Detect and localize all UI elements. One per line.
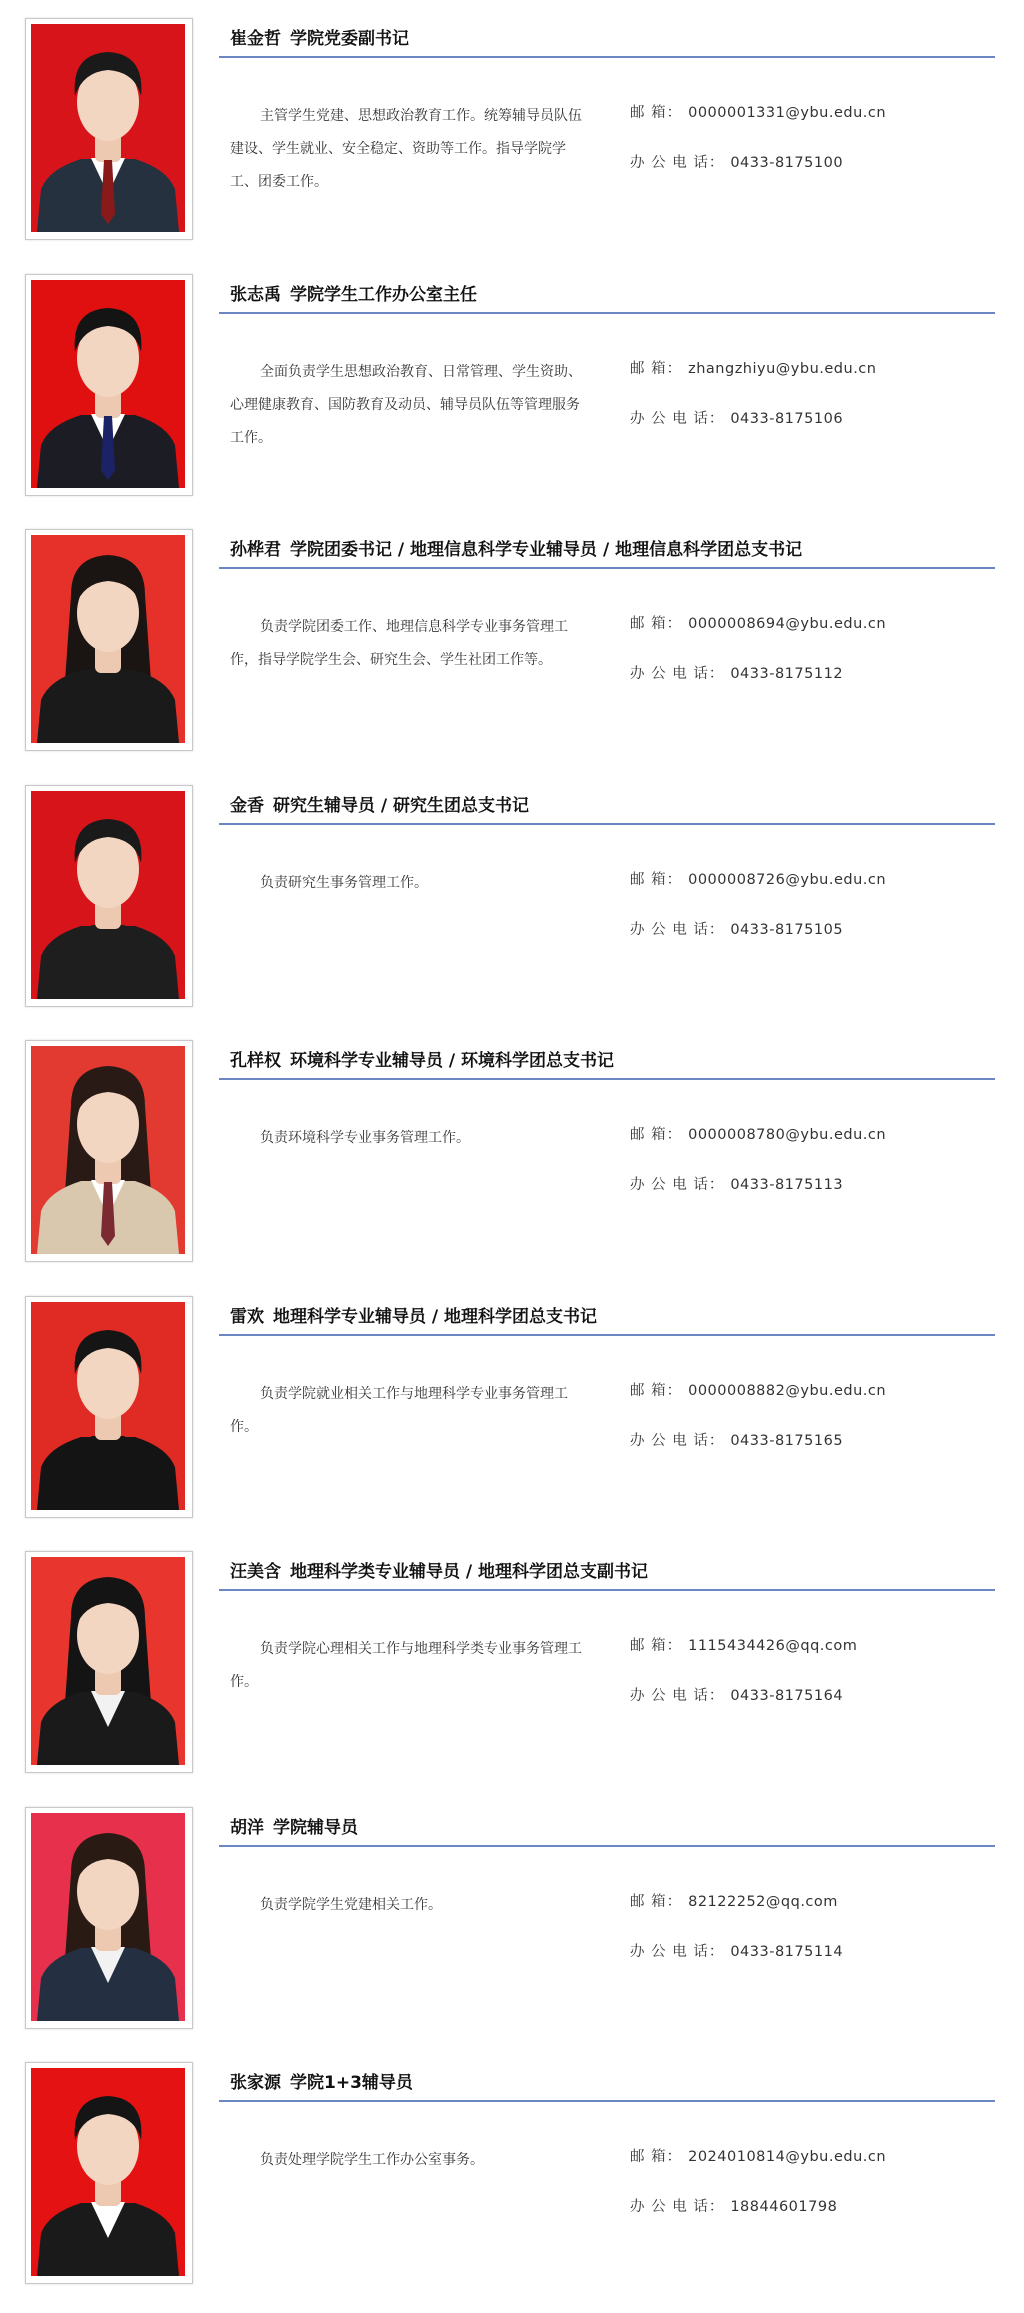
staff-name: 汪美含: [230, 1562, 281, 1582]
email-value[interactable]: 0000008726@ybu.edu.cn: [688, 871, 887, 888]
email-value[interactable]: zhangzhiyu@ybu.edu.cn: [688, 360, 877, 377]
email-value[interactable]: 1115434426@qq.com: [688, 1638, 858, 1654]
portrait-photo: [31, 1557, 185, 1765]
staff-title: [230, 1046, 614, 1071]
staff-phone: [630, 1684, 843, 1705]
staff-name: 崔金哲: [230, 29, 281, 49]
email-label: 邮 箱：: [630, 616, 683, 632]
portrait-illustration: [31, 1813, 185, 2021]
portrait-illustration: [31, 1046, 185, 1254]
staff-name: 张志禹: [230, 284, 281, 305]
portrait-frame: [25, 1040, 193, 1262]
phone-value[interactable]: 18844601798: [730, 2199, 838, 2215]
phone-value[interactable]: 0433-8175114: [730, 1943, 844, 1960]
staff-duties: 负责环境科学专业事务管理工作。: [260, 1130, 470, 1146]
portrait-photo: [31, 2068, 185, 2276]
portrait-illustration: [31, 1302, 185, 1510]
staff-email: [630, 612, 886, 633]
portrait-frame: [25, 785, 193, 1007]
portrait-photo: [31, 535, 185, 743]
title-divider: [219, 312, 995, 314]
staff-email: [630, 101, 886, 122]
title-divider: [219, 823, 995, 825]
staff-phone: [630, 1173, 843, 1194]
portrait-illustration: [31, 2068, 185, 2276]
staff-phone: [630, 1429, 843, 1450]
staff-card: [0, 14, 1024, 269]
portrait-photo: [31, 280, 185, 488]
staff-duties: 负责研究生事务管理工作。: [260, 874, 428, 891]
email-label: 邮 箱：: [630, 105, 683, 121]
title-divider: [219, 1845, 995, 1847]
staff-role: 学院学生工作办公室主任: [290, 284, 477, 305]
phone-label: 办 公 电 话：: [630, 921, 725, 938]
portrait-illustration: [31, 535, 185, 743]
staff-role: 研究生辅导员 / 研究生团总支书记: [273, 795, 530, 816]
portrait-frame: [25, 1551, 193, 1773]
staff-name: 金香: [230, 795, 264, 816]
email-label: 邮 箱：: [630, 1382, 683, 1399]
email-value[interactable]: 0000008694@ybu.edu.cn: [688, 616, 887, 632]
portrait-frame: [25, 18, 193, 240]
phone-value[interactable]: 0433-8175105: [730, 921, 844, 938]
phone-value[interactable]: 0433-8175164: [730, 1688, 844, 1704]
staff-card: [0, 1803, 1024, 2058]
phone-value[interactable]: 0433-8175100: [730, 155, 844, 171]
email-value[interactable]: 2024010814@ybu.edu.cn: [688, 2149, 887, 2165]
phone-label: 办 公 电 话：: [630, 1688, 725, 1704]
email-label: 邮 箱：: [630, 360, 683, 377]
staff-role: 地理科学专业辅导员 / 地理科学团总支书记: [273, 1306, 598, 1327]
email-label: 邮 箱：: [630, 1893, 683, 1910]
email-value[interactable]: 82122252@qq.com: [688, 1893, 838, 1910]
staff-title: [230, 791, 529, 816]
staff-card: [0, 1036, 1024, 1291]
portrait-illustration: [31, 24, 185, 232]
staff-phone: [630, 662, 843, 683]
staff-card: [0, 2058, 1024, 2313]
portrait-illustration: [31, 1557, 185, 1765]
staff-email: [630, 1123, 886, 1144]
portrait-frame: [25, 1296, 193, 1518]
staff-duties: 负责学院学生党建相关工作。: [260, 1896, 442, 1913]
staff-card: [0, 270, 1024, 525]
staff-email: [630, 868, 886, 889]
staff-phone: [630, 151, 843, 172]
staff-duties: 负责处理学院学生工作办公室事务。: [260, 2152, 484, 2168]
staff-title: [230, 24, 409, 49]
staff-title: [230, 280, 477, 305]
staff-name: 孔样权: [230, 1051, 281, 1071]
phone-label: 办 公 电 话：: [630, 410, 725, 427]
staff-title: [230, 1302, 597, 1327]
email-label: 邮 箱：: [630, 1127, 683, 1143]
portrait-photo: [31, 1046, 185, 1254]
staff-phone: [630, 1940, 843, 1961]
staff-role: 学院团委书记 / 地理信息科学专业辅导员 / 地理信息科学团总支书记: [290, 540, 803, 560]
portrait-illustration: [31, 791, 185, 999]
staff-name: 孙桦君: [230, 540, 281, 560]
portrait-frame: [25, 274, 193, 496]
phone-value[interactable]: 0433-8175112: [730, 666, 844, 682]
staff-duties: 负责学院心理相关工作与地理科学类专业事务管理工作。: [230, 1641, 582, 1690]
staff-role: 学院党委副书记: [290, 29, 409, 49]
title-divider: [219, 1078, 995, 1080]
staff-card: [0, 1547, 1024, 1802]
staff-title: [230, 1813, 358, 1838]
phone-label: 办 公 电 话：: [630, 1177, 725, 1193]
staff-title: [230, 535, 802, 560]
phone-label: 办 公 电 话：: [630, 1943, 725, 1960]
portrait-frame: [25, 2062, 193, 2284]
email-label: 邮 箱：: [630, 871, 683, 888]
portrait-photo: [31, 1813, 185, 2021]
title-divider: [219, 567, 995, 569]
staff-title: [230, 2068, 413, 2093]
title-divider: [219, 1589, 995, 1591]
staff-role: 学院1+3辅导员: [290, 2073, 413, 2093]
staff-card: [0, 525, 1024, 780]
phone-value[interactable]: 0433-8175165: [730, 1432, 844, 1449]
phone-label: 办 公 电 话：: [630, 155, 725, 171]
portrait-frame: [25, 529, 193, 751]
staff-phone: [630, 918, 843, 939]
staff-phone: [630, 2195, 837, 2216]
staff-card: [0, 1292, 1024, 1547]
staff-duties: 全面负责学生思想政治教育、日常管理、学生资助、心理健康教育、国防教育及动员、辅导员队伍等管理服务工作。: [230, 363, 582, 446]
title-divider: [219, 56, 995, 58]
title-divider: [219, 2100, 995, 2102]
phone-label: 办 公 电 话：: [630, 1432, 725, 1449]
email-label: 邮 箱：: [630, 1638, 683, 1654]
staff-phone: [630, 407, 843, 428]
staff-email: [630, 1890, 838, 1911]
phone-value[interactable]: 0433-8175106: [730, 410, 844, 427]
title-divider: [219, 1334, 995, 1336]
email-label: 邮 箱：: [630, 2149, 683, 2165]
staff-email: [630, 357, 876, 378]
portrait-photo: [31, 24, 185, 232]
staff-duties: 主管学生党建、思想政治教育工作。统筹辅导员队伍建设、学生就业、安全稳定、资助等工作。指导学院学工、团委工作。: [230, 108, 582, 190]
staff-title: [230, 1557, 648, 1582]
email-value[interactable]: 0000008780@ybu.edu.cn: [688, 1127, 887, 1143]
staff-role: 地理科学类专业辅导员 / 地理科学团总支副书记: [290, 1562, 649, 1582]
portrait-frame: [25, 1807, 193, 2029]
staff-name: 张家源: [230, 2073, 281, 2093]
portrait-photo: [31, 791, 185, 999]
phone-label: 办 公 电 话：: [630, 2199, 725, 2215]
staff-email: [630, 2145, 886, 2166]
phone-value[interactable]: 0433-8175113: [730, 1177, 844, 1193]
portrait-photo: [31, 1302, 185, 1510]
staff-role: 学院辅导员: [273, 1817, 358, 1838]
email-value[interactable]: 0000008882@ybu.edu.cn: [688, 1382, 887, 1399]
staff-email: [630, 1634, 857, 1655]
staff-card: [0, 781, 1024, 1036]
phone-label: 办 公 电 话：: [630, 666, 725, 682]
staff-role: 环境科学专业辅导员 / 环境科学团总支书记: [290, 1051, 615, 1071]
staff-duties: 负责学院团委工作、地理信息科学专业事务管理工作，指导学院学生会、研究生会、学生社团工作等。: [230, 619, 568, 668]
staff-duties: 负责学院就业相关工作与地理科学专业事务管理工作。: [230, 1385, 568, 1435]
portrait-illustration: [31, 280, 185, 488]
staff-name: 雷欢: [230, 1306, 264, 1327]
email-value[interactable]: 0000001331@ybu.edu.cn: [688, 105, 887, 121]
staff-email: [630, 1379, 886, 1400]
staff-name: 胡洋: [230, 1817, 264, 1838]
